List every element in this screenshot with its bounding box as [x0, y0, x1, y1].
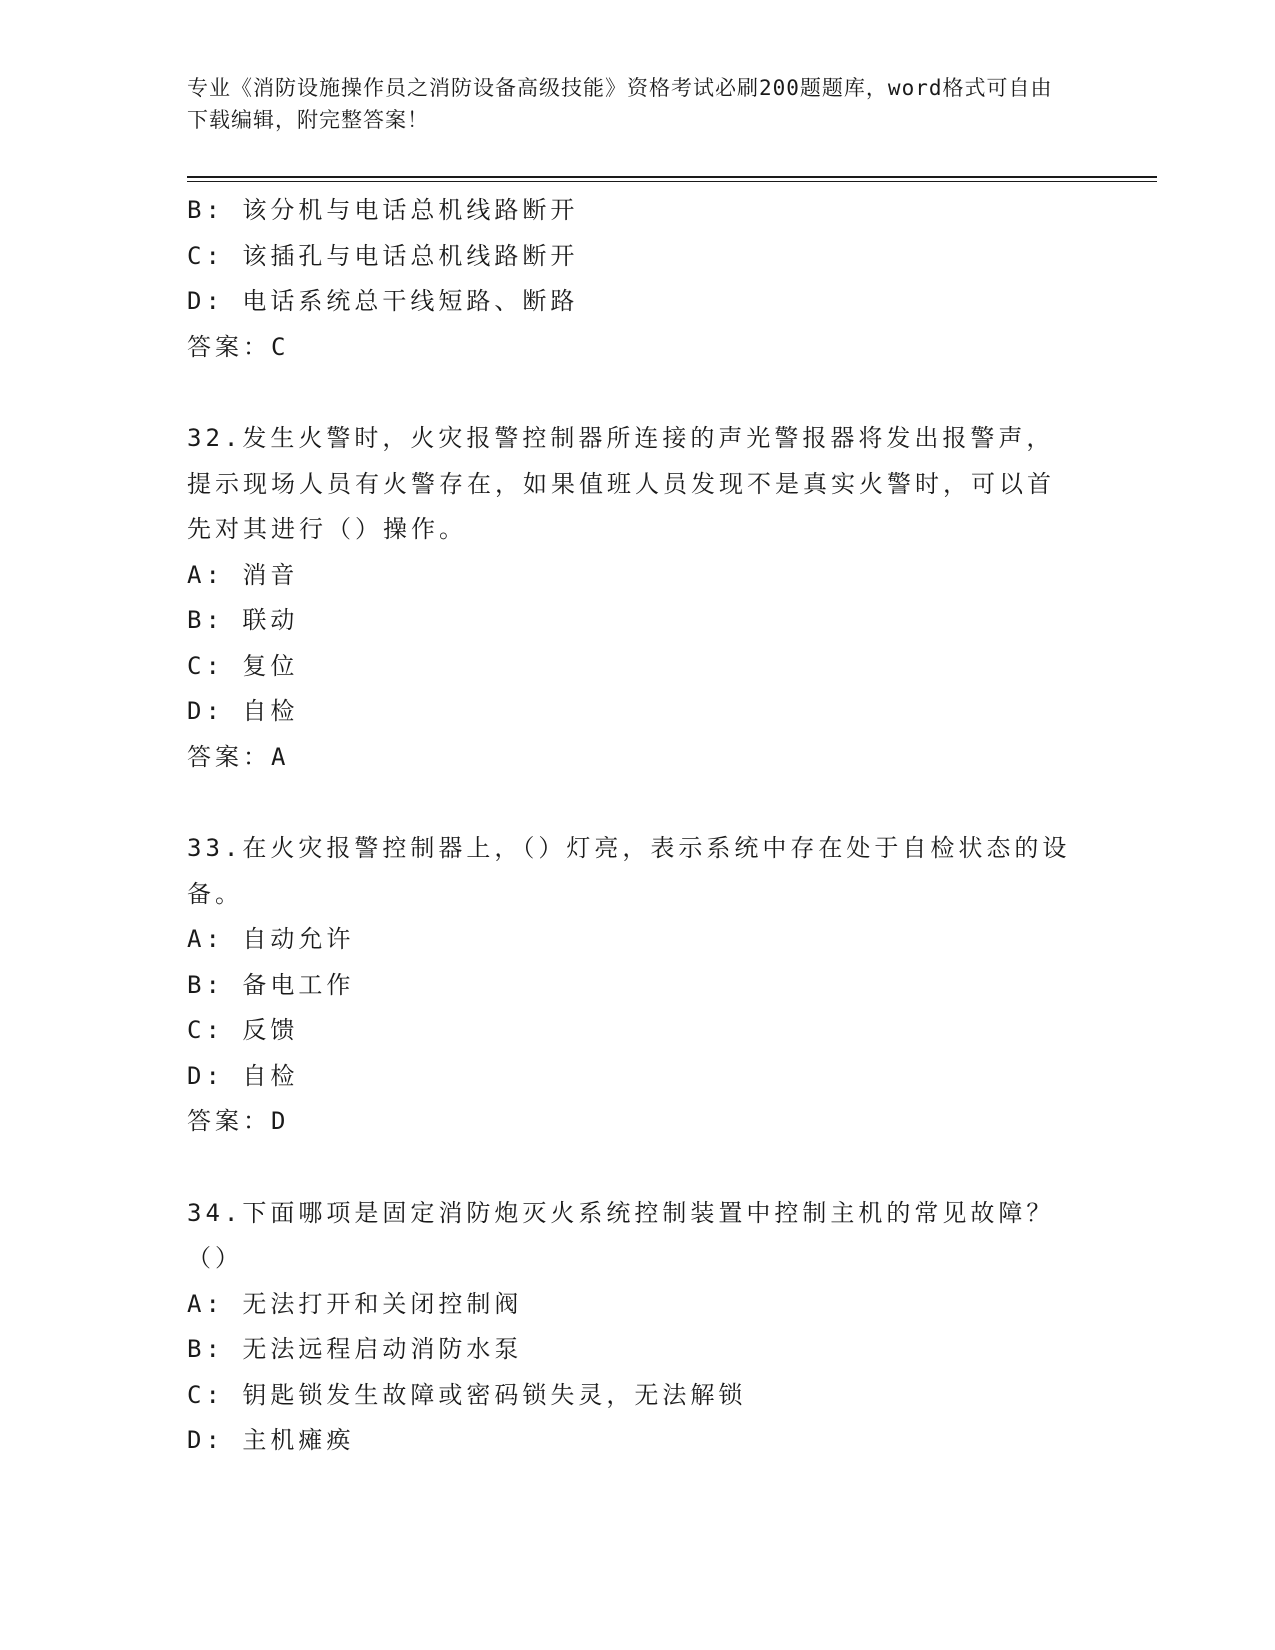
option-d: D: 电话系统总干线短路、断路: [187, 287, 579, 315]
spacer: [187, 1145, 1077, 1191]
header-divider-thick: [187, 176, 1157, 178]
option-c: C: 该插孔与电话总机线路断开: [187, 241, 579, 270]
document-header: 专业《消防设施操作员之消防设备高级技能》资格考试必刷200题题库，word格式可自由下载编辑，附完整答案！: [187, 76, 1053, 132]
question-stem: 32.发生火警时，火灾报警控制器所连接的声光警报器将发出报警声，提示现场人员有火警存在，如果值班人员发现不是真实火警时，可以首先对其进行（）操作。: [187, 424, 1055, 543]
option-b: B: 备电工作: [187, 970, 355, 999]
question-stem: 33.在火灾报警控制器上，（）灯亮，表示系统中存在处于自检状态的设备。: [187, 834, 1071, 908]
spacer: [187, 780, 1077, 826]
option-a: A: 消音: [187, 560, 299, 589]
header-divider-thin: [187, 181, 1157, 182]
option-a: A: 自动允许: [187, 925, 355, 953]
question-34: [187, 1191, 1077, 1464]
option-c: C: 钥匙锁发生故障或密码锁失灵，无法解锁: [187, 1380, 747, 1409]
option-c: C: 反馈: [187, 1016, 299, 1044]
option-d: D: 自检: [187, 697, 299, 725]
option-a: A: 无法打开和关闭控制阀: [187, 1289, 523, 1318]
option-b: B: 无法远程启动消防水泵: [187, 1335, 523, 1363]
answer: 答案：D: [187, 1107, 290, 1135]
spacer: [187, 370, 1077, 416]
answer: 答案：A: [187, 742, 290, 771]
option-d: D: 自检: [187, 1061, 299, 1090]
option-b: B: 联动: [187, 606, 299, 634]
option-d: D: 主机瘫痪: [187, 1426, 355, 1454]
document-body: [187, 188, 1077, 1464]
question-33: [187, 826, 1077, 1145]
question-31-tail: [187, 188, 1077, 370]
option-b: B: 该分机与电话总机线路断开: [187, 196, 579, 224]
question-stem: 34.下面哪项是固定消防炮灭火系统控制装置中控制主机的常见故障？（）: [187, 1198, 1055, 1272]
answer: 答案：C: [187, 332, 290, 361]
option-c: C: 复位: [187, 651, 299, 680]
question-32: [187, 416, 1077, 780]
